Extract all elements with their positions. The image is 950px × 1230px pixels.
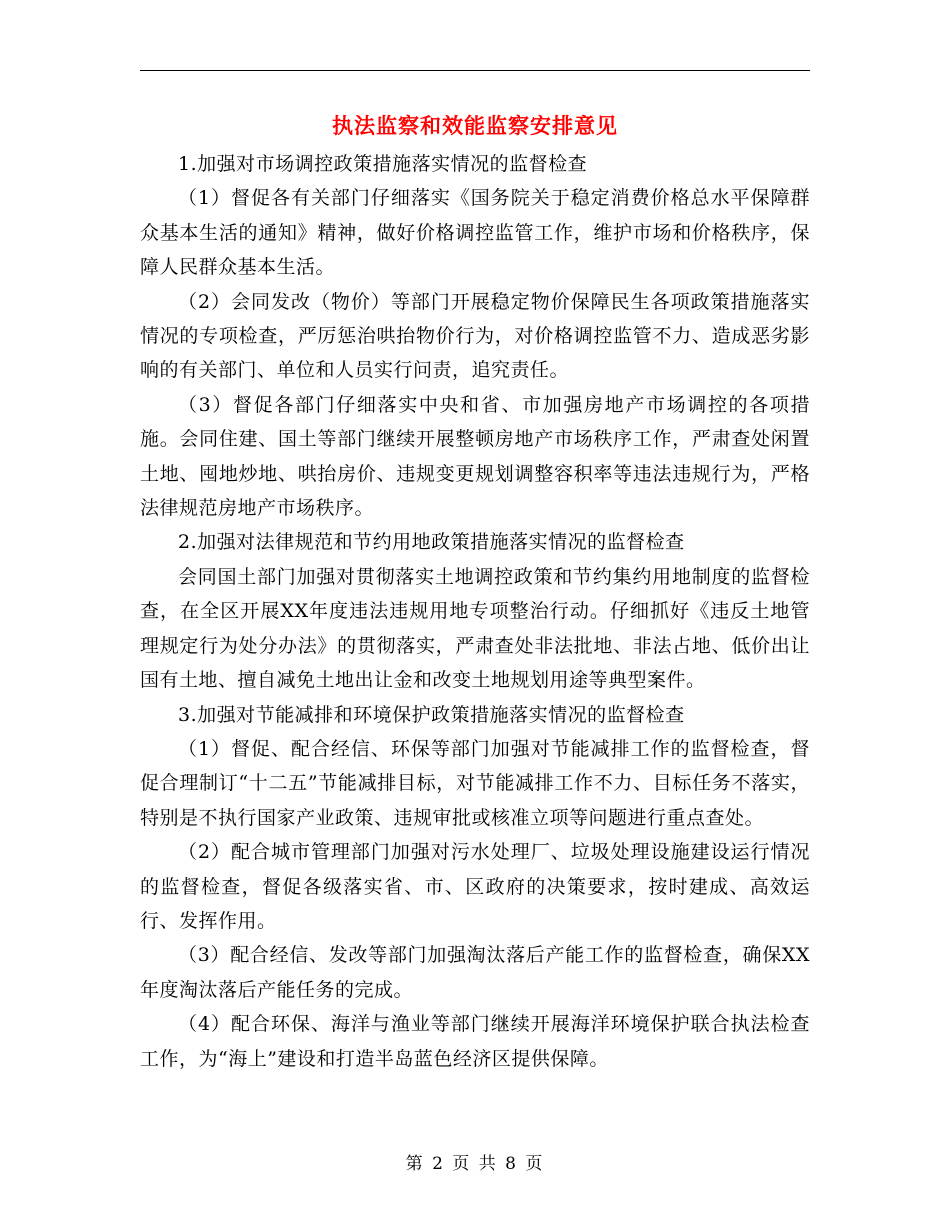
body-paragraph: （3）配合经信、发改等部门加强淘汰落后产能工作的监督检查，确保XX年度淘汰落后产能任务的完成。 [140, 944, 810, 1001]
section-heading-1: 1.加强对市场调控政策措施落实情况的监督检查 [178, 153, 588, 175]
body-paragraph: （2）配合城市管理部门加强对污水处理厂、垃圾处理设施建设运行情况的监督检查，督促各级落实省、市、区政府的决策要求，按时建成、高效运行、发挥作用。 [140, 841, 810, 932]
document-title: 执法监察和效能监察安排意见 [332, 113, 618, 138]
body-paragraph: （1）督促、配合经信、环保等部门加强对节能减排工作的监督检查，督促合理制订“十二五”节能减排目标，对节能减排工作不力、目标任务不落实，特别是不执行国家产业政策、违规审批或核准立项等问题进行重点查处。 [140, 737, 810, 829]
body-paragraph: （4）配合环保、海洋与渔业等部门继续开展海洋环境保护联合执法检查工作，为“海上”建设和打造半岛蓝色经济区提供保障。 [140, 1013, 810, 1070]
body-paragraph: 会同国土部门加强对贯彻落实土地调控政策和节约集约用地制度的监督检查，在全区开展XX年度违法违规用地专项整治行动。仔细抓好《违反土地管理规定行为处分办法》的贯彻落实，严肃查处非法批地、非法占地、低价出让国有土地、擅自减免土地出让金和改变土地规划用途等典型案件。 [140, 565, 810, 692]
body-paragraph: （1）督促各有关部门仔细落实《国务院关于稳定消费价格总水平保障群众基本生活的通知》精神，做好价格调控监管工作，维护市场和价格秩序，保障人民群众基本生活。 [140, 187, 810, 279]
body-paragraph: （2）会同发改（物价）等部门开展稳定物价保障民生各项政策措施落实情况的专项检查，严厉惩治哄抬物价行为，对价格调控监管不力、造成恶劣影响的有关部门、单位和人员实行问责，追究责任。 [140, 290, 810, 382]
header-rule [140, 70, 810, 71]
page-number-footer: 第 2 页 共 8 页 [405, 1154, 545, 1174]
body-paragraph: （3）督促各部门仔细落实中央和省、市加强房地产市场调控的各项措施。会同住建、国土等部门继续开展整顿房地产市场秩序工作，严肃查处闲置土地、囤地炒地、哄抬房价、违规变更规划调整容积率等违法违规行为，严格法律规范房地产市场秩序。 [140, 393, 810, 520]
section-heading-3: 3.加强对节能减排和环境保护政策措施落实情况的监督检查 [178, 703, 685, 726]
document-body [140, 147, 810, 1076]
section-heading-2: 2.加强对法律规范和节约用地政策措施落实情况的监督检查 [178, 531, 685, 554]
